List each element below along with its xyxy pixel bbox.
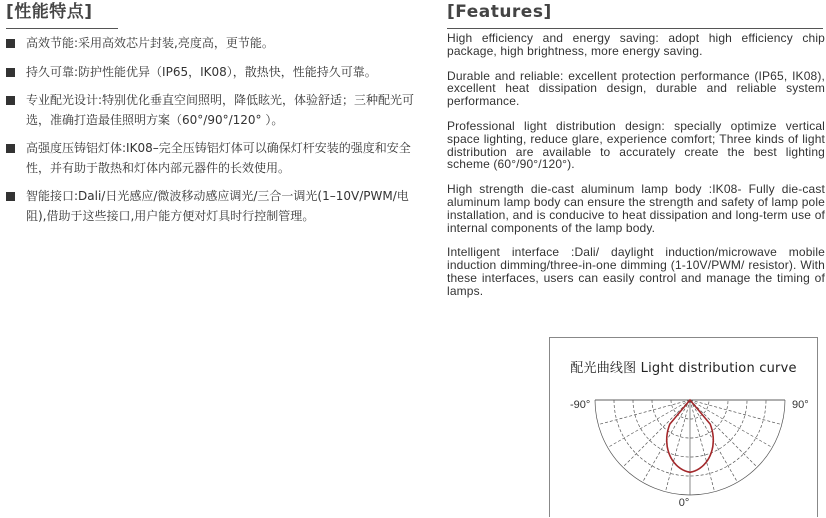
list-item bbox=[6, 139, 424, 178]
grid-radial bbox=[598, 400, 690, 425]
grid-radial bbox=[623, 400, 690, 467]
list-item bbox=[6, 34, 424, 54]
curve-title: 配光曲线图 Light distribution curve bbox=[570, 361, 797, 376]
chinese-features-list bbox=[6, 34, 424, 235]
feature-text: 持久可靠:防护性能优异（IP65，IK08），散热快，性能持久可靠。 bbox=[26, 64, 377, 79]
list-item: Intelligent interface :Dali/ daylight induction/microwave mobile induction dimming/three-in-one dimming (1-10V/PWM/ resistor). With these interfaces, users can easily control and manage the timing of lamps. bbox=[447, 245, 825, 298]
grid-radial bbox=[608, 400, 690, 448]
list-item: High efficiency and energy saving: adopt high efficiency chip package, high brightness, more energy saving. bbox=[447, 31, 825, 58]
list-item: Professional light distribution design: specially optimize vertical space lighting, reduce glare, experience comfort; Three kinds of light distribution are available to accurately create the best lighting scheme (60°/90°/120°). bbox=[447, 118, 825, 172]
feature-text: 专业配光设计:特别优化垂直空间照明，降低眩光，体验舒适；三种配光可选，准确打造最佳照明方案（60°/90°/120° ）。 bbox=[26, 93, 415, 127]
english-features-heading: [Features] bbox=[447, 2, 552, 22]
square-bullet-icon bbox=[6, 96, 15, 105]
feature-text: 高效节能:采用高效芯片封装,亮度高，更节能。 bbox=[26, 36, 274, 50]
english-features-list bbox=[447, 32, 825, 310]
square-bullet-icon bbox=[6, 144, 15, 153]
polar-curve-diagram bbox=[550, 338, 819, 518]
chinese-features-heading: [性能特点] bbox=[6, 2, 93, 22]
square-bullet-icon bbox=[6, 192, 15, 201]
square-bullet-icon bbox=[6, 68, 15, 77]
feature-text: 智能接口:Dali/日光感应/微波移动感应调光/三合一调光(1–10V/PWM/电阻),借助于这些接口,用户能方便对灯具时行控制管理。 bbox=[26, 189, 409, 223]
grid-radial bbox=[690, 400, 782, 425]
list-item: High strength die-cast aluminum lamp body :IK08- Fully die-cast aluminum lamp body can ensure the strength and safety of lamp pole installation, and is conducive to heat dissipation and long-term use of internal components of the lamp body. bbox=[447, 182, 825, 235]
light-distribution-curve-panel bbox=[549, 337, 818, 517]
list-item bbox=[6, 91, 424, 130]
square-bullet-icon bbox=[6, 39, 15, 48]
chinese-heading-underline bbox=[6, 28, 118, 29]
label-zero: 0° bbox=[678, 497, 690, 509]
grid-radial bbox=[690, 400, 772, 448]
label-minus-90: -90° bbox=[570, 399, 591, 411]
grid-radial bbox=[690, 400, 757, 467]
chinese-features-column bbox=[6, 0, 426, 24]
english-heading-underline bbox=[447, 28, 823, 29]
list-item bbox=[6, 187, 424, 226]
list-item bbox=[6, 63, 424, 83]
label-plus-90: 90° bbox=[792, 399, 809, 411]
english-features-column bbox=[447, 0, 825, 24]
feature-text: 高强度压铸铝灯体:IK08–完全压铸铝灯体可以确保灯杆安装的强度和安全性，并有助于散热和灯体内部元器件的长效使用。 bbox=[26, 141, 411, 175]
list-item: Durable and reliable: excellent protection performance (IP65, IK08), excellent heat dissipation design, durable and reliable system performance. bbox=[447, 68, 825, 109]
polar-grid bbox=[595, 400, 785, 495]
